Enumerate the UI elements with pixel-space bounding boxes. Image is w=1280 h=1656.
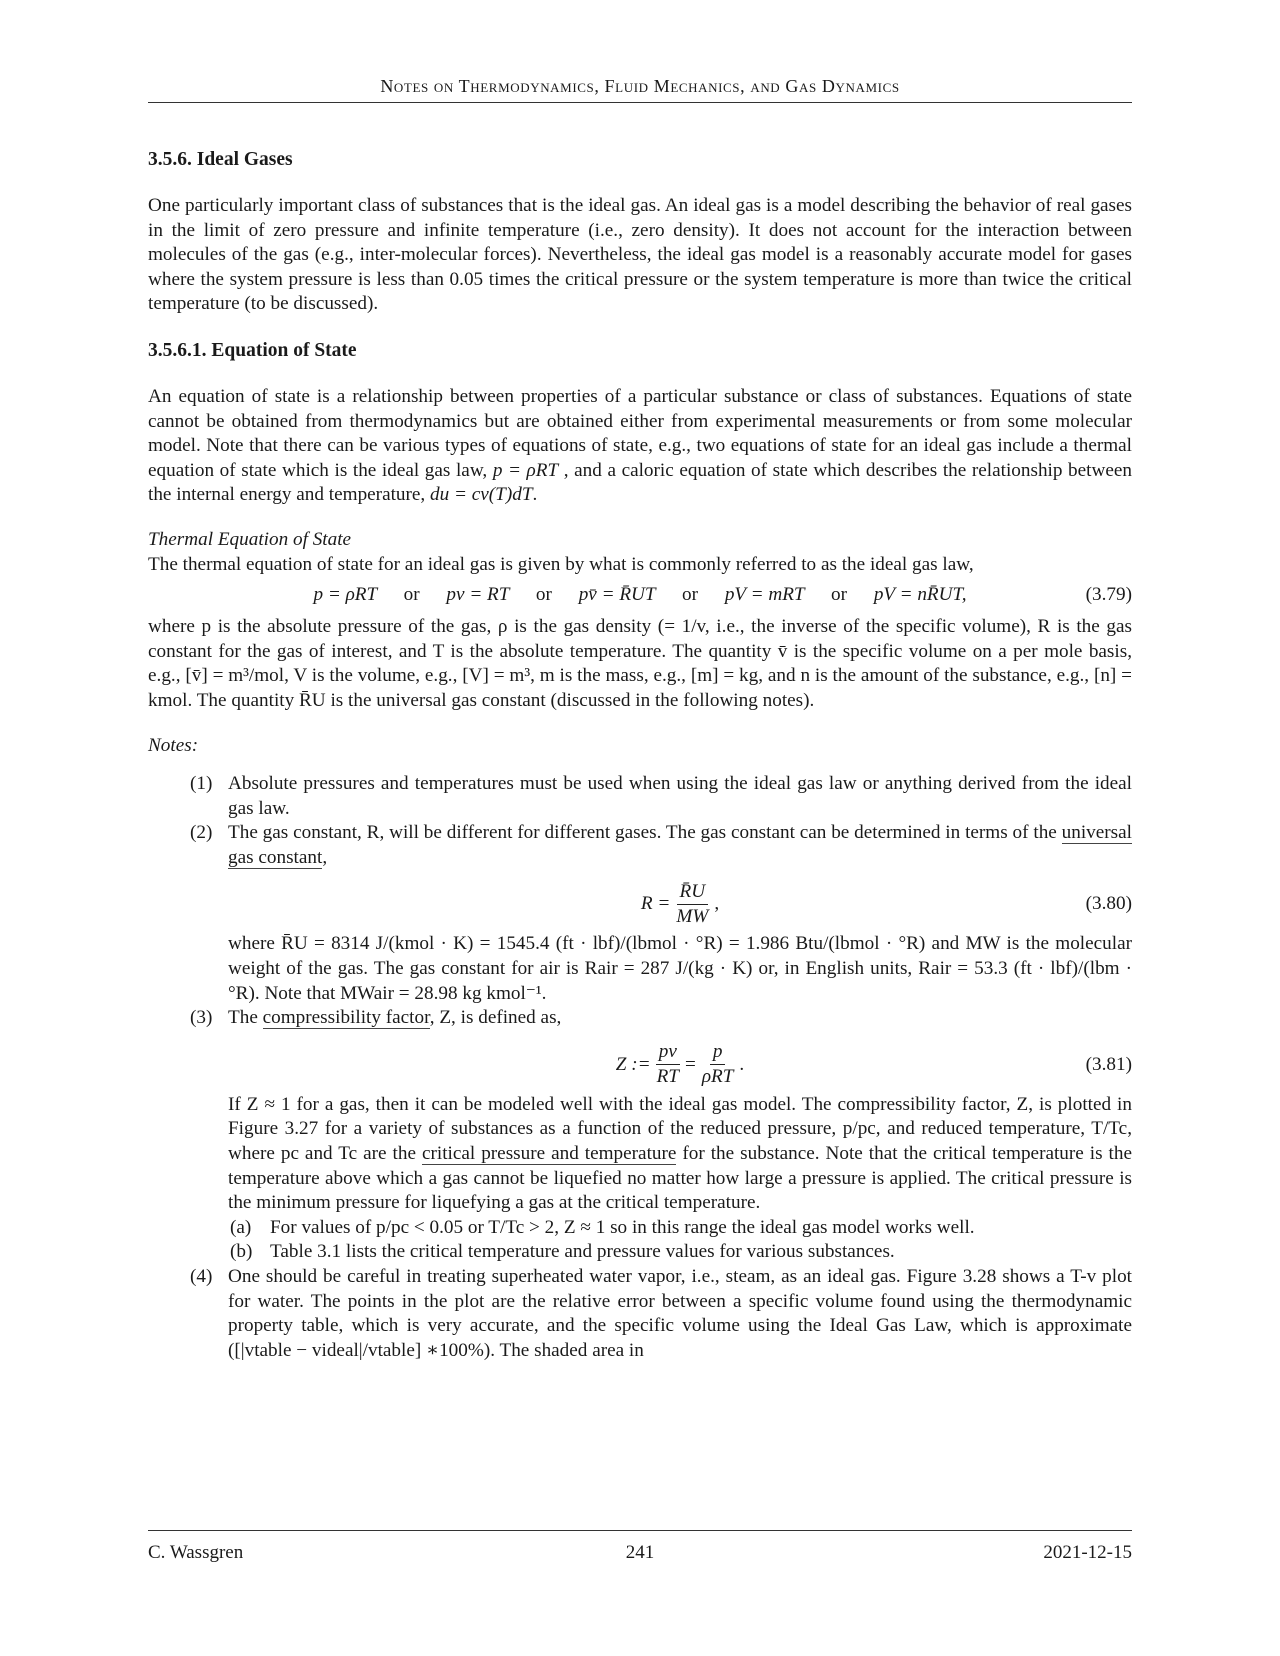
thermal-eos-label: Thermal Equation of State <box>148 528 352 550</box>
item-number: (1) <box>190 773 213 795</box>
equation-number: (3.80) <box>1085 893 1132 915</box>
item-number: (2) <box>190 822 213 844</box>
item-text: The gas constant, R, will be different for different gases. The gas constant can be determined in terms of the <box>228 822 1062 844</box>
eq-lhs: Z := <box>615 1053 651 1075</box>
item-text: The <box>228 1007 263 1029</box>
footer-date: 2021-12-15 <box>1043 1542 1132 1563</box>
item-text: , <box>322 846 328 868</box>
sub-item-label: (b) <box>230 1241 253 1263</box>
equation-3-79 <box>148 579 1132 611</box>
paragraph-text: An equation of state is a relationship between properties of a particular substance or class of substances. Equations of state cannot be obtained from thermodynamics but are obtained either from experimental measurements or from some molecular model. Note that there can be various types of equations of state, e.g., two equations of state for an ideal gas include a thermal equation of state which is the ideal gas law, <box>148 385 1132 481</box>
fraction <box>699 1040 737 1089</box>
sub-item-text: For values of p/pc < 0.05 or T/Tc > 2, Z ≈ 1 so in this range the ideal gas model works well. <box>270 1216 975 1238</box>
inline-equation: du = cv(T)dT <box>430 484 533 506</box>
item-number: (4) <box>190 1266 213 1287</box>
item-text <box>228 1093 1132 1216</box>
eq-part: pV = nR̄UT, <box>873 584 967 606</box>
sub-item-label: (a) <box>230 1216 252 1238</box>
notes-list <box>148 772 1132 1363</box>
item-text: Absolute pressures and temperatures must be used when using the ideal gas law or anything derived from the ideal gas law. <box>228 773 1132 819</box>
section-intro: One particularly important class of substances that is the ideal gas. An ideal gas is a model describing the behavior of real gases in the limit of zero pressure and infinite temperature (i.e., zero density). It does not account for the interaction between molecules of the gas (e.g., inter-molecular forces). Nevertheless, the ideal gas model is a reasonably accurate model for gases where the system pressure is less than 0.05 times the critical pressure or the system temperature is more than twice the critical temperature (to be discussed). <box>148 195 1132 315</box>
critical-pressure-link[interactable]: critical pressure and temperature <box>421 1143 677 1165</box>
subsection-heading: 3.5.6.1. Equation of State <box>148 339 357 361</box>
footer-rule <box>148 1530 1132 1531</box>
eq-trail: , <box>714 893 720 915</box>
equation-3-80 <box>228 876 1132 932</box>
page-body <box>148 148 1132 1363</box>
item-text: One should be careful in treating superheated water vapor, i.e., steam, as an ideal gas. Figure 3.28 shows a T-v plot for water. The points in the plot are the relative error between a specific volume found using the thermodynamic property table, which is very accurate, and the specific volume using the Ideal Gas Law, which is approximate ([|vtable − videal|/vtable] ∗100%). The shaded area in <box>228 1266 1132 1361</box>
sub-list <box>228 1216 1132 1265</box>
eq-trail: . <box>739 1053 745 1075</box>
eq-part: p = ρRT <box>313 584 377 606</box>
sub-list-item <box>226 1240 1132 1265</box>
or-word: or <box>682 584 699 606</box>
section-heading: 3.5.6. Ideal Gases <box>148 149 293 170</box>
list-item <box>190 1265 1132 1363</box>
list-item <box>190 772 1132 821</box>
eq-part: pv = RT <box>446 584 510 606</box>
notes-label: Notes: <box>148 734 199 756</box>
item-number: (3) <box>190 1007 213 1029</box>
numerator: pv <box>656 1040 680 1065</box>
header-rule <box>148 102 1132 103</box>
fraction <box>654 1040 682 1089</box>
universal-gas-constant-link[interactable]: universal gas constant <box>228 822 1132 868</box>
page <box>148 0 1132 1656</box>
running-header: Notes on Thermodynamics, Fluid Mechanics, and Gas Dynamics <box>380 76 900 96</box>
eq-equals: = <box>684 1053 696 1075</box>
fraction <box>673 880 711 929</box>
numerator: R̄U <box>677 880 709 905</box>
page-footer <box>148 1542 1132 1568</box>
equation-number: (3.79) <box>1085 584 1132 606</box>
list-item <box>190 821 1132 1006</box>
eq-lhs: R = <box>640 893 671 915</box>
item-text: for the substance. Note that the critical temperature is the temperature above which a gas cannot be liquefied no matter how large a pressure is applied. The critical pressure is the minimum pressure for liquefying a gas at the critical temperature. <box>228 1143 1132 1214</box>
or-word: or <box>403 584 420 606</box>
denominator: ρRT <box>701 1066 734 1088</box>
eq-part: pv̄ = R̄UT <box>578 584 656 606</box>
paragraph-text: , and a caloric equation of state which describes the relationship between the internal energy and temperature, <box>148 459 1132 506</box>
sub-item-text: Table 3.1 lists the critical temperature and pressure values for various substances. <box>270 1241 895 1263</box>
equation-3-81 <box>228 1037 1132 1093</box>
sub-list-item <box>226 1216 1132 1241</box>
paragraph-text: . <box>532 484 538 506</box>
compressibility-factor-link[interactable]: compressibility factor <box>262 1007 430 1029</box>
or-word: or <box>535 584 552 606</box>
item-text: where R̄U = 8314 J/(kmol · K) = 1545.4 (ft · lbf)/(lbmol · °R) = 1.986 Btu/(lbmol · °R) and MW is the molecular weight of the gas. The gas constant for air is Rair = 287 J/(kg · K) or, in English units, Rair = 53.3 (ft · lbf)/(lbm · °R). Note that MWair = 28.98 kg kmol⁻¹. <box>228 933 1132 1004</box>
page-number: 241 <box>625 1542 655 1563</box>
inline-equation: p = ρRT <box>492 459 559 481</box>
denominator: RT <box>656 1066 679 1088</box>
equation-number: (3.81) <box>1085 1053 1132 1075</box>
item-text: , Z, is defined as, <box>429 1007 562 1029</box>
eq-part: pV = mRT <box>724 584 805 606</box>
denominator: MW <box>676 905 709 927</box>
equation-of-state-paragraph <box>148 385 1132 508</box>
numerator: p <box>710 1040 726 1065</box>
list-item <box>190 1006 1132 1265</box>
footer-author: C. Wassgren <box>148 1542 244 1563</box>
where-paragraph: where p is the absolute pressure of the gas, ρ is the gas density (= 1/v, i.e., the inverse of the specific volume), R is the gas constant for the gas of interest, and T is the absolute temperature. The quantity v̄ is the specific volume on a per mole basis, e.g., [v̄] = m³/mol, V is the volume, e.g., [V] = m³, m is the mass, e.g., [m] = kg, and n is the amount of the substance, e.g., [n] = kmol. The quantity R̄U is the universal gas constant (discussed in the following notes). <box>148 616 1132 711</box>
thermal-eos-intro: The thermal equation of state for an ideal gas is given by what is commonly referred to as the ideal gas law, <box>148 553 974 575</box>
or-word: or <box>831 584 848 606</box>
item-text: If Z ≈ 1 for a gas, then it can be modeled well with the ideal gas model. The compressibility factor, Z, is plotted in Figure 3.27 for a variety of substances as a function of the reduced pressure, p/pc, and reduced temperature, T/Tc, where pc and Tc are the <box>228 1093 1132 1165</box>
